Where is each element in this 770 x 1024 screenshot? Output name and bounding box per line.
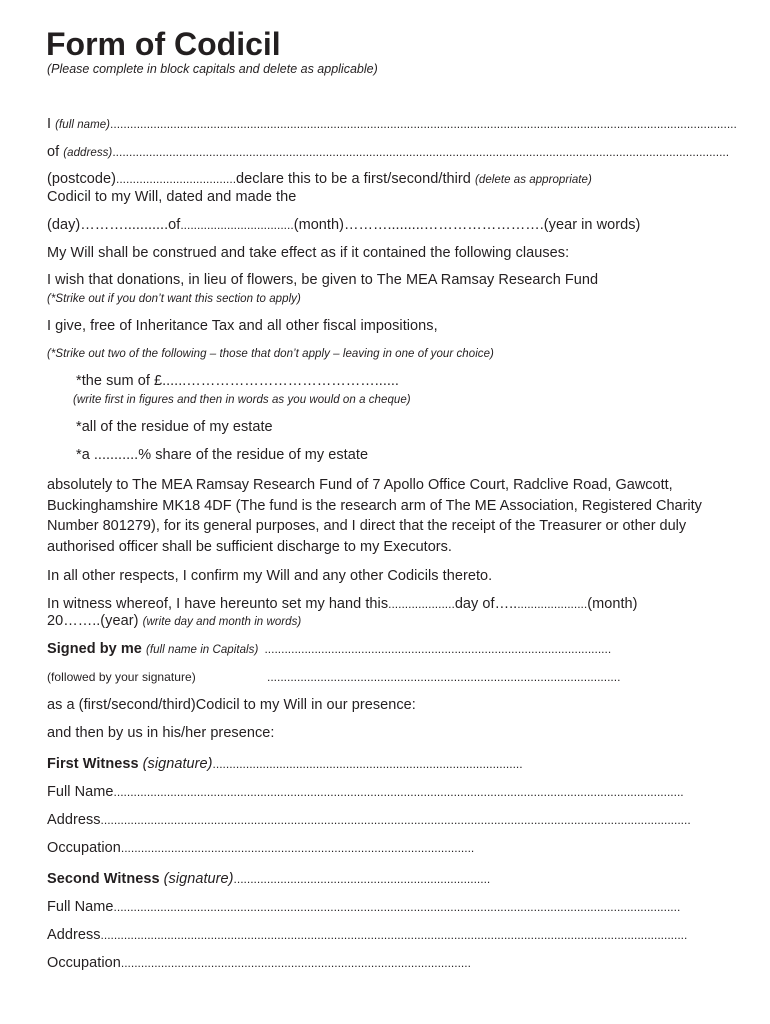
day-of-label: day of: [454, 596, 495, 612]
presence-line: as a (first/second/third)Codicil to my Will in our presence:: [47, 697, 416, 713]
first-witness-occupation-label: Occupation: [47, 840, 121, 856]
witness-month-label: (month): [587, 596, 638, 612]
donations-clause: I wish that donations, in lieu of flowers, be given to The MEA Ramsay Research Fund: [47, 272, 599, 288]
second-witness-signature[interactable]: Second Witness (signature).............................................................................: [47, 871, 491, 887]
day-label: (day): [47, 217, 81, 233]
construed-clause: My Will shall be construed and take effect as if it contained the following clauses:: [47, 245, 570, 261]
absolutely-clause: absolutely to The MEA Ramsay Research Fund of 7 Apollo Office Court, Radclive Road, Gawcott, Buckinghamshire MK18 4DF (The fund is the research arm of The ME Association, Registered Charity Number 801279), for its general purposes, and I direct that the receipt of the Treasurer or other duly authorised officer shall be sufficient discharge to my Executors.: [47, 477, 702, 556]
signed-by-hint: (full name in Capitals): [145, 644, 259, 656]
postcode-field[interactable]: (postcode)....................................declare this to be a first/second/third (delete as appropriate): [47, 171, 592, 187]
address-prefix: of: [47, 144, 64, 160]
second-witness-full-name[interactable]: Full Name..........................................................................................................................................................................: [47, 899, 681, 915]
address-field[interactable]: of (address).........................................................................................................................................................................................: [47, 144, 730, 160]
first-witness-address[interactable]: Address.................................................................................................................................................................................: [47, 812, 691, 828]
codicil-line: Codicil to my Will, dated and made the: [47, 189, 297, 205]
signature-line[interactable]: (followed by your signature) ..........................................................................................................: [47, 670, 621, 684]
first-witness-full-name[interactable]: Full Name...........................................................................................................................................................................: [47, 784, 684, 800]
page-title: Form of Codicil: [46, 26, 281, 62]
first-witness-address-label: Address: [47, 812, 101, 828]
sum-note: (write first in figures and then in words as you would on a cheque): [73, 394, 411, 406]
of-label: of: [168, 217, 181, 233]
signed-by-line[interactable]: Signed by me (full name in Capitals) ........................................................................................................: [47, 641, 612, 657]
page-subtitle: (Please complete in block capitals and delete as applicable): [47, 62, 378, 76]
witness-whereof-line[interactable]: In witness whereof, I have hereunto set my hand this....................day of….......................(month): [47, 596, 638, 612]
first-witness-full-name-label: Full Name: [47, 784, 114, 800]
second-witness-occupation[interactable]: Occupation.........................................................................................................: [47, 955, 471, 971]
sum-field[interactable]: *the sum of £......…………………………………......: [76, 373, 399, 389]
residue-pct-prefix: *a: [76, 447, 94, 463]
residue-percentage-field[interactable]: *a ...........% share of the residue of my estate: [76, 447, 369, 463]
year-line[interactable]: 20……..(year) (write day and month in words): [47, 613, 302, 629]
second-witness-address[interactable]: Address................................................................................................................................................................................: [47, 927, 688, 943]
residue-all-option: *all of the residue of my estate: [76, 419, 273, 435]
full-name-prefix: I: [47, 116, 56, 132]
full-name-hint: (full name): [55, 119, 111, 131]
then-line: and then by us in his/her presence:: [47, 725, 275, 741]
donations-note: (*Strike out if you don’t want this section to apply): [47, 293, 301, 305]
delete-hint: (delete as appropriate): [475, 174, 592, 186]
full-name-field[interactable]: I (full name)............................................................................................................................................................................................: [47, 116, 737, 132]
year-label: (year in words): [543, 217, 641, 233]
first-witness-occupation[interactable]: Occupation..........................................................................................................: [47, 840, 475, 856]
year-hint: (write day and month in words): [142, 616, 302, 628]
address-hint: (address): [63, 147, 113, 159]
month-label: (month): [293, 217, 344, 233]
first-witness-label: First Witness: [47, 756, 139, 772]
declare-text: declare this to be a first/second/third: [236, 171, 476, 187]
year-prefix: 20: [47, 613, 64, 629]
followed-label: (followed by your signature): [47, 670, 196, 684]
second-witness-full-name-label: Full Name: [47, 899, 114, 915]
residue-pct-suffix: % share of the residue of my estate: [138, 447, 369, 463]
second-witness-label: Second Witness: [47, 871, 160, 887]
postcode-label: (postcode): [47, 171, 117, 187]
year-field-label: (year): [100, 613, 139, 629]
sum-label: *the sum of £: [76, 373, 163, 389]
witness-whereof-text: In witness whereof, I have hereunto set my hand this: [47, 596, 389, 612]
first-witness-hint: (signature): [142, 756, 213, 772]
confirm-clause: In all other respects, I confirm my Will and any other Codicils thereto.: [47, 568, 493, 584]
second-witness-address-label: Address: [47, 927, 101, 943]
first-witness-signature[interactable]: First Witness (signature).............................................................................................: [47, 756, 523, 772]
signed-by-label: Signed by me: [47, 641, 142, 657]
date-line[interactable]: (day)………...........of..................................(month)……….........…………………….(year in words): [47, 217, 641, 233]
second-witness-occupation-label: Occupation: [47, 955, 121, 971]
strike-note: (*Strike out two of the following – those that don’t apply – leaving in one of your choice): [47, 348, 494, 360]
second-witness-hint: (signature): [163, 871, 234, 887]
give-clause: I give, free of Inheritance Tax and all other fiscal impositions,: [47, 318, 438, 334]
